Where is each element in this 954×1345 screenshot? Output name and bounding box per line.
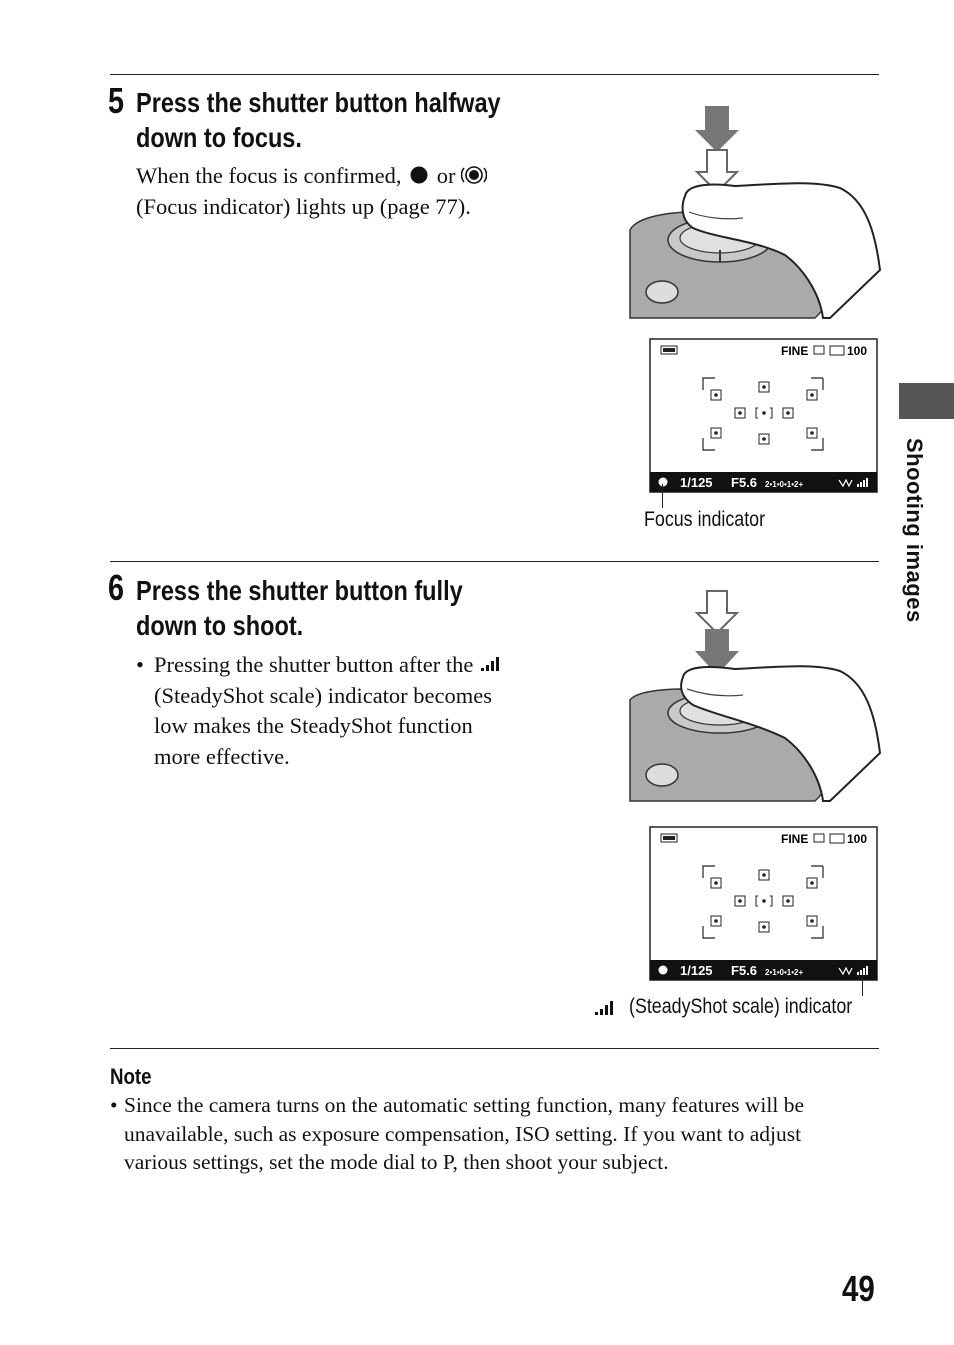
shutter-fully-illustration xyxy=(625,585,885,805)
step-6-bullet-text xyxy=(136,650,554,772)
lcd1-focus-indicator xyxy=(659,478,668,487)
step-5-number: 5 xyxy=(108,80,125,121)
step-5-title-line2: down to focus. xyxy=(136,122,302,153)
steadyshot-scale-icon xyxy=(479,655,503,673)
note-line2: unavailable, such as exposure compensation, ISO setting. If you want to adjust xyxy=(124,1121,802,1146)
step-6-bullet-line3: low makes the SteadyShot function xyxy=(154,713,473,738)
steadyshot-scale-icon xyxy=(593,999,617,1017)
note-line1: Since the camera turns on the automatic setting function, many features will be xyxy=(124,1093,805,1117)
step-5-title-line1: Press the shutter button halfway xyxy=(136,87,501,118)
media-icon xyxy=(830,834,844,843)
focus-dot-icon xyxy=(409,165,429,185)
lcd1-exposure-scale: 2•1•0•1•2+ xyxy=(765,480,804,489)
lcd2-shutter: 1/125 xyxy=(680,963,713,978)
step-6-bullet: • xyxy=(136,652,144,677)
media-icon xyxy=(830,346,844,355)
step-6-bullet-line1: Pressing the shutter button after the xyxy=(154,652,474,677)
lcd-display-1 xyxy=(649,338,879,494)
lcd1-shots: 100 xyxy=(847,344,868,358)
step-5-body-line1b: or xyxy=(436,163,456,188)
step-6-bullet-line4: more effective. xyxy=(154,743,290,769)
lcd2-focus-indicator xyxy=(659,966,668,975)
lcd2-aperture: F5.6 xyxy=(731,963,758,978)
note-line3: various settings, set the mode dial to P, then shoot your subject. xyxy=(124,1150,669,1174)
lcd2-shots: 100 xyxy=(847,832,868,846)
steadyshot-indicator-label: (SteadyShot scale) indicator xyxy=(629,995,853,1018)
note-heading: Note xyxy=(110,1064,152,1089)
lcd1-aperture: F5.6 xyxy=(731,475,758,490)
focus-indicator-pointer xyxy=(662,484,663,508)
section-tab-label: Shooting images xyxy=(902,438,927,623)
lcd1-shutter: 1/125 xyxy=(680,475,713,490)
lcd1-quality: FINE xyxy=(781,344,809,358)
step-6-bullet-line2: (SteadyShot scale) indicator becomes xyxy=(154,682,493,708)
lcd-display-2 xyxy=(649,826,879,982)
note-rule xyxy=(110,1048,879,1049)
focus-indicator-label: Focus indicator xyxy=(644,508,766,531)
step-6-title-line2: down to shoot. xyxy=(136,610,304,641)
note-bullet: • xyxy=(110,1093,118,1117)
section-tab xyxy=(899,383,954,419)
arrow-down-icon xyxy=(695,591,739,675)
lcd2-quality: FINE xyxy=(781,832,809,846)
step-5-body-line1a: When the focus is confirmed, xyxy=(136,163,402,188)
top-rule xyxy=(110,74,879,75)
step-6-title-line1: Press the shutter button fully xyxy=(136,575,463,606)
step-5-body-line2: (Focus indicator) lights up (page 77). xyxy=(136,193,471,219)
step-divider-rule xyxy=(110,561,879,562)
step-6-number: 6 xyxy=(108,567,125,608)
note-body xyxy=(110,1091,850,1177)
shutter-halfway-illustration xyxy=(625,100,885,320)
focus-ring-icon xyxy=(461,164,487,186)
steadyshot-pointer xyxy=(862,972,863,996)
page-number: 49 xyxy=(842,1268,875,1309)
arrow-down-icon xyxy=(695,106,739,192)
lcd2-exposure-scale: 2•1•0•1•2+ xyxy=(765,968,804,977)
step-5-body xyxy=(136,161,536,222)
